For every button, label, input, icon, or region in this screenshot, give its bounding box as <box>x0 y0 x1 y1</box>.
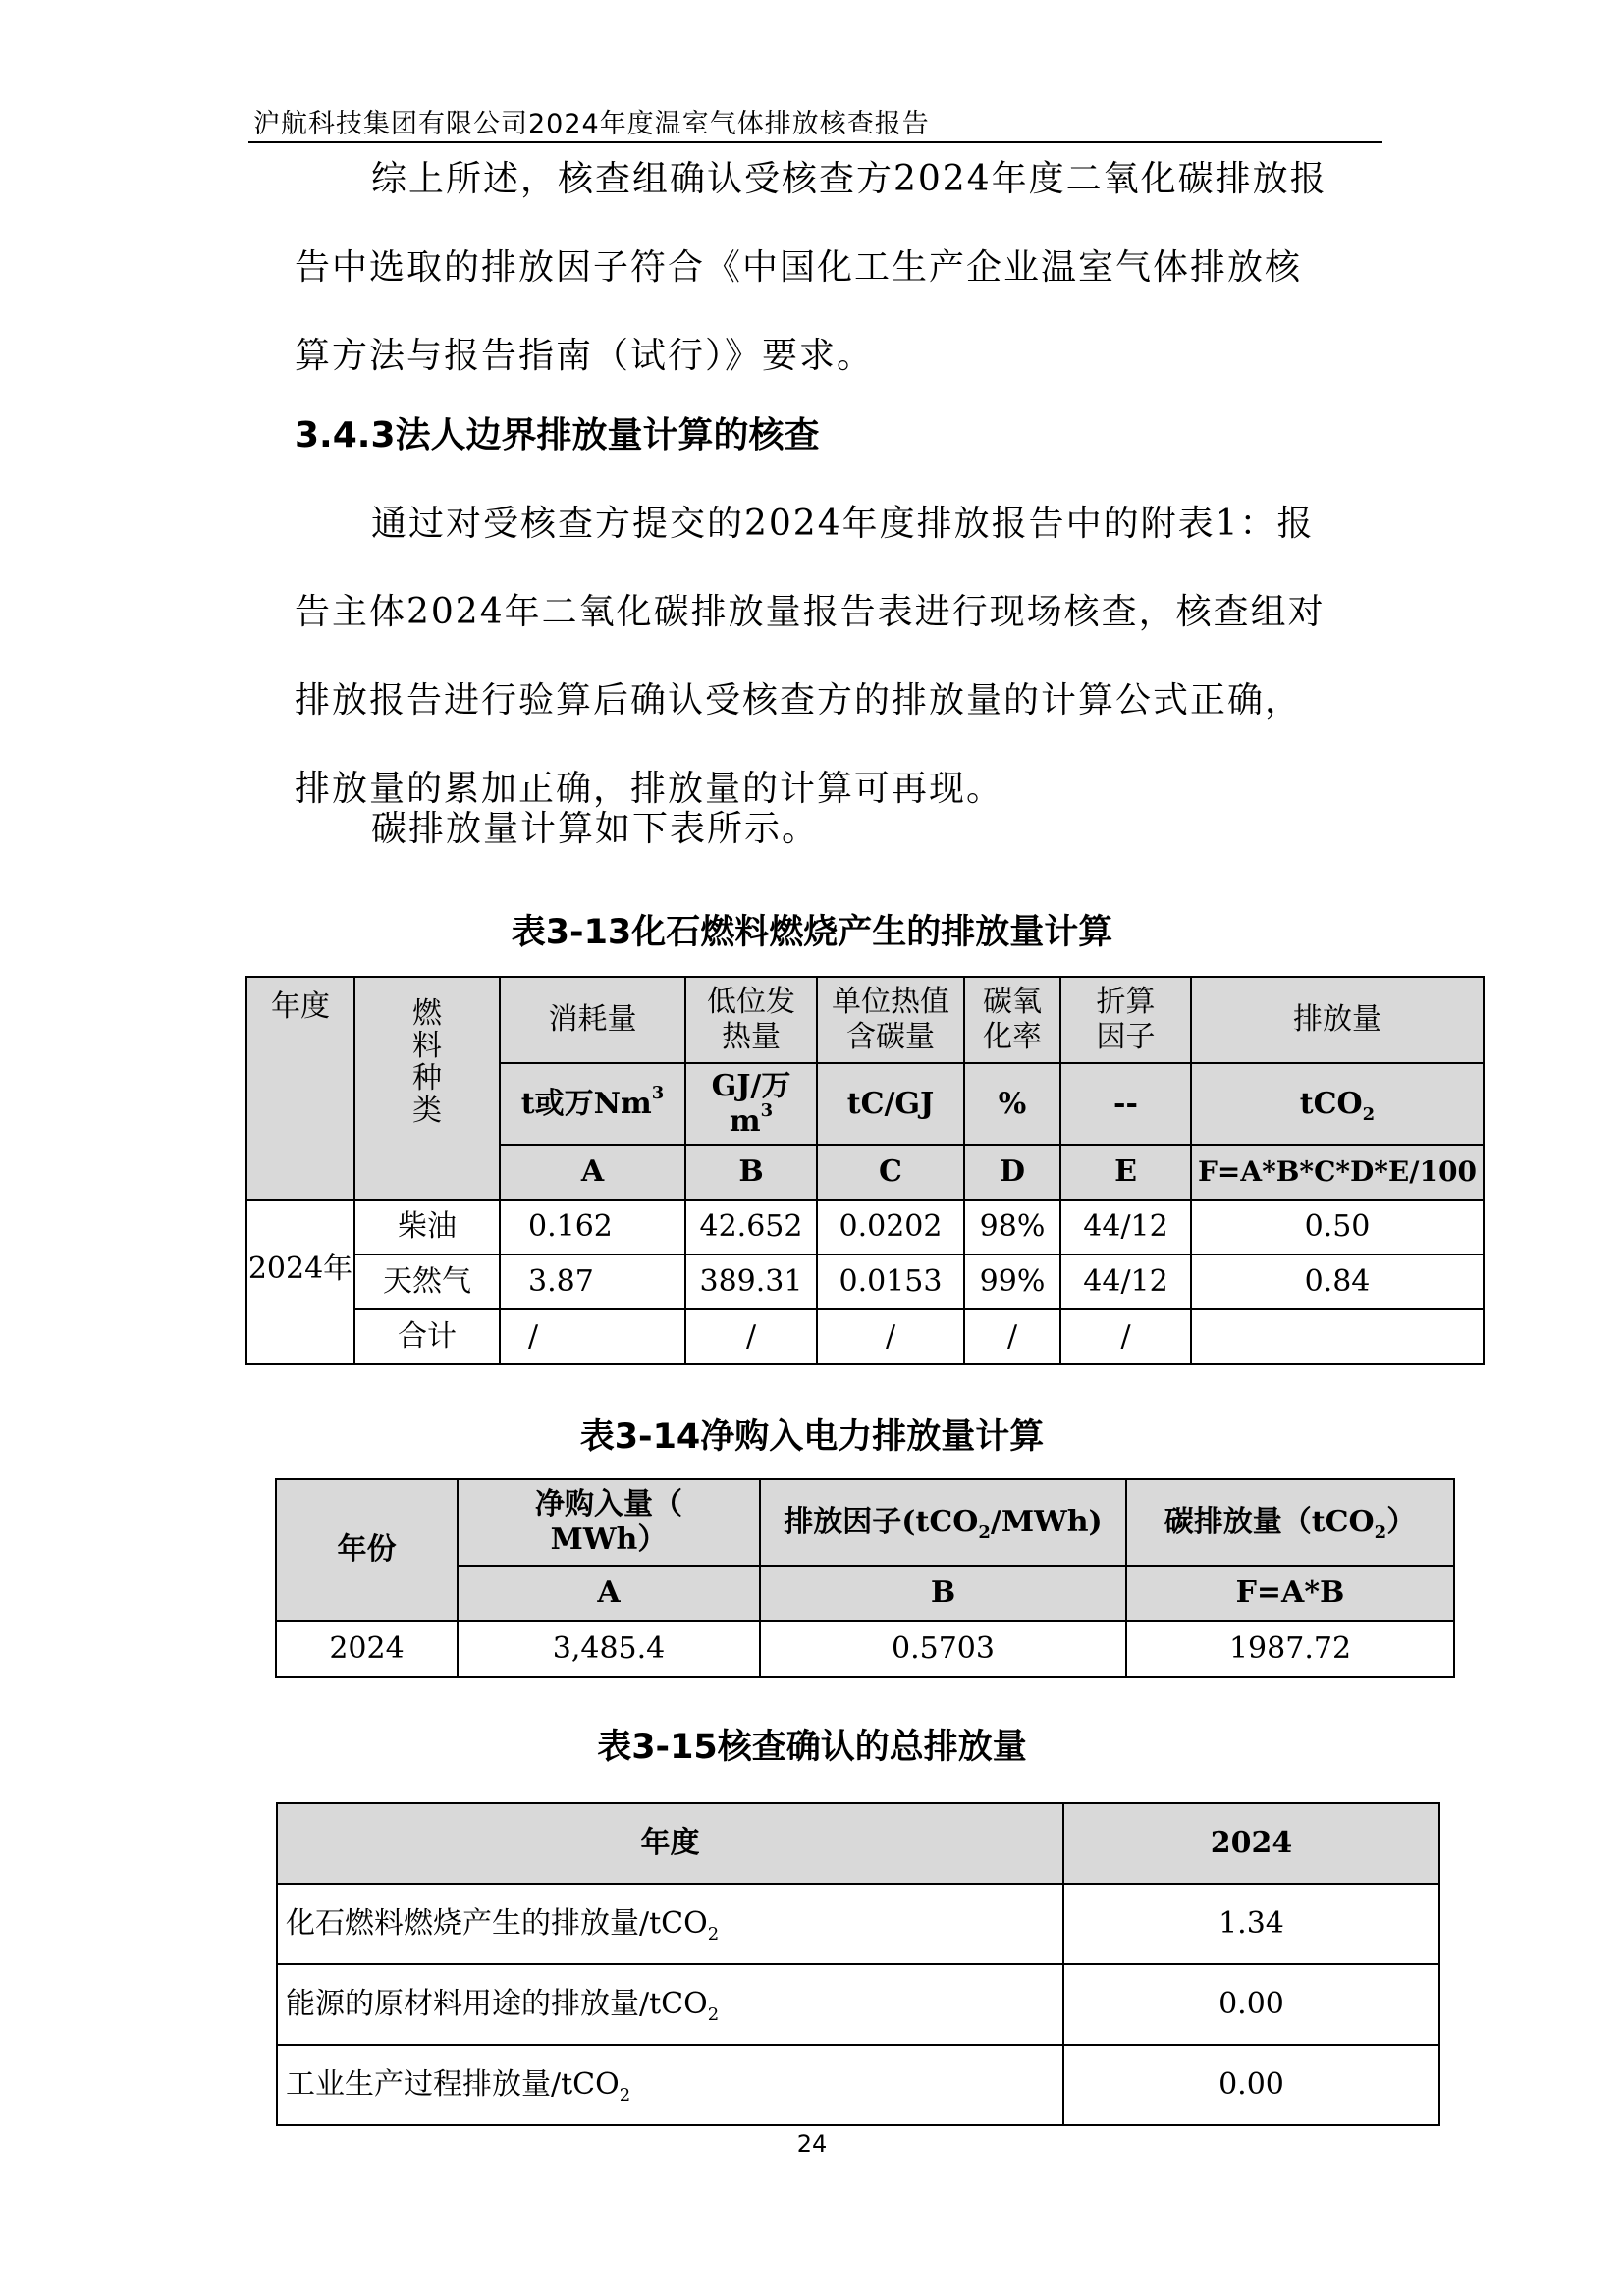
header-carbon-emission: 碳排放量（tCO$_2$） <box>1126 1479 1454 1566</box>
unit-conversion-factor: -- <box>1060 1063 1191 1145</box>
table-row <box>277 1964 1439 2045</box>
value-a: 0.162 <box>500 1200 685 1255</box>
header-consumption: 消耗量 <box>500 977 685 1063</box>
header-purchased: 净购入量（ MWh） <box>458 1479 760 1566</box>
header-conversion-factor: 折算 因子 <box>1060 977 1191 1063</box>
paragraph-line: 通过对受核查方提交的2024年度排放报告中的附表1：报 <box>371 504 1315 544</box>
value-c: 0.0202 <box>817 1200 964 1255</box>
row-value: 0.00 <box>1063 1964 1439 2045</box>
row-value: 1.34 <box>1063 1884 1439 1964</box>
formula-f: F=A*B <box>1126 1566 1454 1621</box>
section-heading: 3.4.3法人边界排放量计算的核查 <box>295 415 820 455</box>
header-carbon-content: 单位热值 含碳量 <box>817 977 964 1063</box>
header-emission: 排放量 <box>1191 977 1484 1063</box>
paragraph-line: 综上所述，核查组确认受核查方2024年度二氧化碳排放报 <box>371 159 1327 199</box>
value-c: / <box>817 1309 964 1364</box>
unit-emission: tCO$_2$ <box>1191 1063 1484 1145</box>
row-label: 能源的原材料用途的排放量/tCO$_2$ <box>277 1964 1063 2045</box>
header-year: 年度 <box>246 977 354 1200</box>
report-header-title: 沪航科技集团有限公司2024年度温室气体排放核查报告 <box>253 109 930 139</box>
row-value: 0.00 <box>1063 2045 1439 2125</box>
value-b: 0.5703 <box>760 1621 1126 1677</box>
row-label: 化石燃料燃烧产生的排放量/tCO$_2$ <box>277 1884 1063 1964</box>
value-c: 0.0153 <box>817 1255 964 1309</box>
paragraph-line: 算方法与报告指南（试行）》要求。 <box>295 336 875 376</box>
formula-f: F=A*B*C*D*E/100 <box>1191 1145 1484 1200</box>
header-emission-factor: 排放因子(tCO$_2$/MWh) <box>760 1479 1126 1566</box>
value-b: 42.652 <box>685 1200 817 1255</box>
value-d: 98% <box>964 1200 1060 1255</box>
value-f: 0.50 <box>1191 1200 1484 1255</box>
value-e: 44/12 <box>1060 1255 1191 1309</box>
fuel-cell: 合计 <box>354 1309 500 1364</box>
value-f <box>1191 1309 1484 1364</box>
unit-carbon-content: tC/GJ <box>817 1063 964 1145</box>
letter-a: A <box>458 1566 760 1621</box>
table-13-caption: 表3-13化石燃料燃烧产生的排放量计算 <box>511 913 1113 952</box>
paragraph-conclusion <box>295 135 1355 400</box>
table-15-caption: 表3-15核查确认的总排放量 <box>597 1728 1027 1767</box>
value-a: 3.87 <box>500 1255 685 1309</box>
header-ncv: 低位发 热量 <box>685 977 817 1063</box>
table-14-caption: 表3-14净购入电力排放量计算 <box>579 1417 1045 1457</box>
table-row <box>246 1200 1484 1255</box>
paragraph-table-intro <box>295 785 1355 874</box>
value-e: / <box>1060 1309 1191 1364</box>
letter-e: E <box>1060 1145 1191 1200</box>
table-14-electricity-emissions <box>275 1478 1455 1678</box>
header-label: 年度 <box>277 1803 1063 1884</box>
page-number: 24 <box>796 2130 828 2158</box>
header-year: 年份 <box>276 1479 458 1621</box>
table-row <box>277 1884 1439 1964</box>
letter-a: A <box>500 1145 685 1200</box>
table-15-total-emissions <box>276 1802 1440 2126</box>
letter-b: B <box>760 1566 1126 1621</box>
fuel-cell: 柴油 <box>354 1200 500 1255</box>
paragraph-line: 排放报告进行验算后确认受核查方的排放量的计算公式正确， <box>295 680 1303 721</box>
year-cell: 2024年 <box>246 1200 354 1364</box>
unit-ncv: GJ/万 $m^3$ <box>685 1063 817 1145</box>
paragraph-line: 告主体2024年二氧化碳排放量报告表进行现场核查，核查组对 <box>295 592 1326 632</box>
row-label: 工业生产过程排放量/tCO$_2$ <box>277 2045 1063 2125</box>
paragraph-verification <box>295 480 1355 833</box>
table-row <box>246 1255 1484 1309</box>
unit-consumption: t或万Nm$^3$ <box>500 1063 685 1145</box>
header-value: 2024 <box>1063 1803 1439 1884</box>
table-row <box>276 1621 1454 1677</box>
value-b: 389.31 <box>685 1255 817 1309</box>
table-row <box>277 2045 1439 2125</box>
value-e: 44/12 <box>1060 1200 1191 1255</box>
unit-oxidation-rate: % <box>964 1063 1060 1145</box>
letter-c: C <box>817 1145 964 1200</box>
value-d: / <box>964 1309 1060 1364</box>
value-f: 0.84 <box>1191 1255 1484 1309</box>
value-d: 99% <box>964 1255 1060 1309</box>
paragraph-line: 排放量的累加正确，排放量的计算可再现。 <box>295 769 1004 809</box>
value-a: 3,485.4 <box>458 1621 760 1677</box>
header-fuel-type: 燃 料 种 类 <box>354 977 500 1200</box>
value-f: 1987.72 <box>1126 1621 1454 1677</box>
table-row <box>246 1309 1484 1364</box>
letter-b: B <box>685 1145 817 1200</box>
paragraph-line: 告中选取的排放因子符合《中国化工生产企业温室气体排放核 <box>295 247 1303 288</box>
value-b: / <box>685 1309 817 1364</box>
value-a: / <box>500 1309 685 1364</box>
letter-d: D <box>964 1145 1060 1200</box>
table-13-fossil-fuel-emissions <box>245 976 1485 1365</box>
year-cell: 2024 <box>276 1621 458 1677</box>
fuel-cell: 天然气 <box>354 1255 500 1309</box>
header-oxidation-rate: 碳氧 化率 <box>964 977 1060 1063</box>
paragraph-line: 碳排放量计算如下表所示。 <box>371 809 820 849</box>
